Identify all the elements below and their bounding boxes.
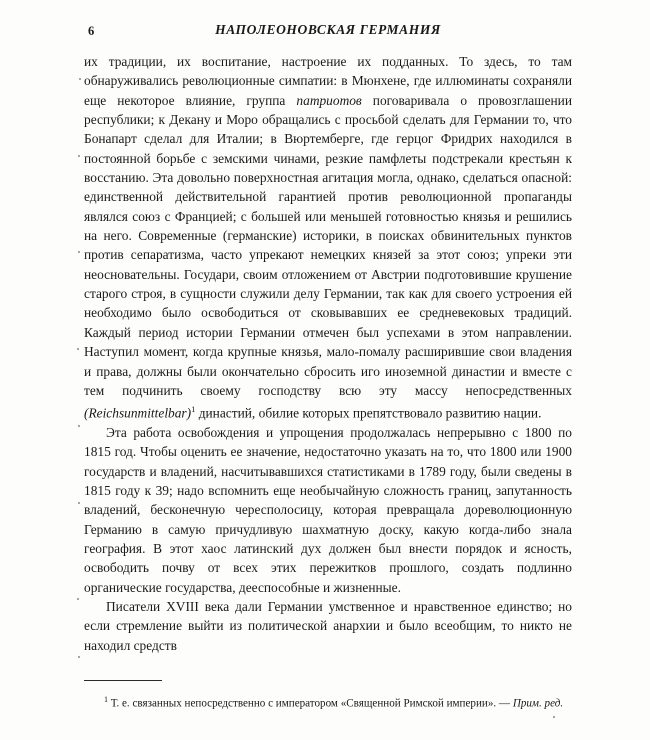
scan-speck-9 [553, 716, 555, 718]
paragraph-2: Эта работа освобождения и упрощения продолжалась непрерывно с 1800 по 1815 год. Чтобы оценить ее значение, недостаточно указать на то, что 1800 или 1900 государств и владений, насчитывавшихся статистиками в 1789 году, были сведены в 1815 году к 39; надо вспомнить еще необычайную сложность границ, запутанность владений, бесконечную чересполосицу, которая превращала дореволюционную Германию в самую причудливую шахматную доску, какую когда-либо знала география. В этот хаос латинский дух должен был внести порядок и ясность, освободить почву от всех этих пережитков прошлого, создать подлинно органические государства, дееспособные и жизненные. [84, 425, 572, 595]
footnote-separator [84, 680, 162, 681]
paragraph-3: Писатели XVIII века дали Германии умственное и нравственное единство; но если стремление выйти из политической анархии и было всеобщим, то никто не находил средств [84, 599, 572, 653]
footnote-editor-note: Прим. ред. [512, 697, 564, 710]
scan-speck-4 [77, 348, 79, 350]
scan-speck-1 [79, 78, 81, 80]
footnote-marker: 1 [104, 695, 108, 704]
paragraph-1 [84, 52, 572, 423]
scan-speck-2 [78, 155, 80, 157]
page-number: 6 [88, 24, 95, 38]
scan-speck-6 [78, 502, 80, 504]
paragraph-1-italic-term: (Reichsunmittelbar) [84, 405, 192, 421]
scan-speck-8 [78, 656, 80, 658]
running-title: НАПОЛЕОНОВСКАЯ ГЕРМАНИЯ [215, 22, 441, 37]
paragraph-1-italic: патриотов [296, 92, 362, 108]
scan-speck-7 [77, 598, 79, 600]
scan-speck-5 [78, 425, 80, 427]
body-text [84, 52, 572, 655]
footnote-text: Т. е. связанных непосредственно с императором «Священной Римской империи». — [108, 697, 513, 710]
scan-speck-3 [78, 251, 80, 253]
footnote [84, 692, 572, 712]
footnote-reference: 1 [191, 404, 196, 415]
paragraph-1-text-cont: поговаривала о провозглашении республики; к Декану и Моро обращались с просьбой сделать для Германии то, что Бонапарт сделал для Италии; в Вюртемберге, где герцог Фридрих находился в постоянной борьбе с земскими чинами, резкие памфлеты подстрекали крестьян к восстанию. Эта довольно поверхностная агитация могла, однако, сделаться опасной: единственной действительной гарантией против революционной пропаганды являлся союз с Францией; с большей или меньшей готовностью князья и решились на него. Современные (германские) историки, в поисках обвинительных пунктов против сепаратизма, часто упрекают немецких князей за этот союз; упреки эти неосновательны. Государи, своим отложением от Австрии подготовившие крушение старого строя, в сущности служили делу Германии, так как для своего устроения ей необходимо было освободиться от сковывавших ее средневековых традиций. Каждый период истории Германии отмечен был успехами в этом направлении. Наступил момент, когда крупные князья, мало-помалу расширившие свои владения и права, должны были окончательно сбросить иго иноземной династии и вместе с тем подчинить своему господству всю эту массу непосредственных [84, 92, 573, 398]
page-header [88, 22, 568, 40]
paragraph-1-text-end: династий, обилие которых препятствовало развитию нации. [195, 405, 542, 421]
paragraph-1-text: их традиции, их воспитание, настроение их подданных. То здесь, то там обнаруживались революционные симпатии: в Мюнхене, где иллюминаты сохраняли еще некоторое влияние, группа [84, 54, 572, 108]
